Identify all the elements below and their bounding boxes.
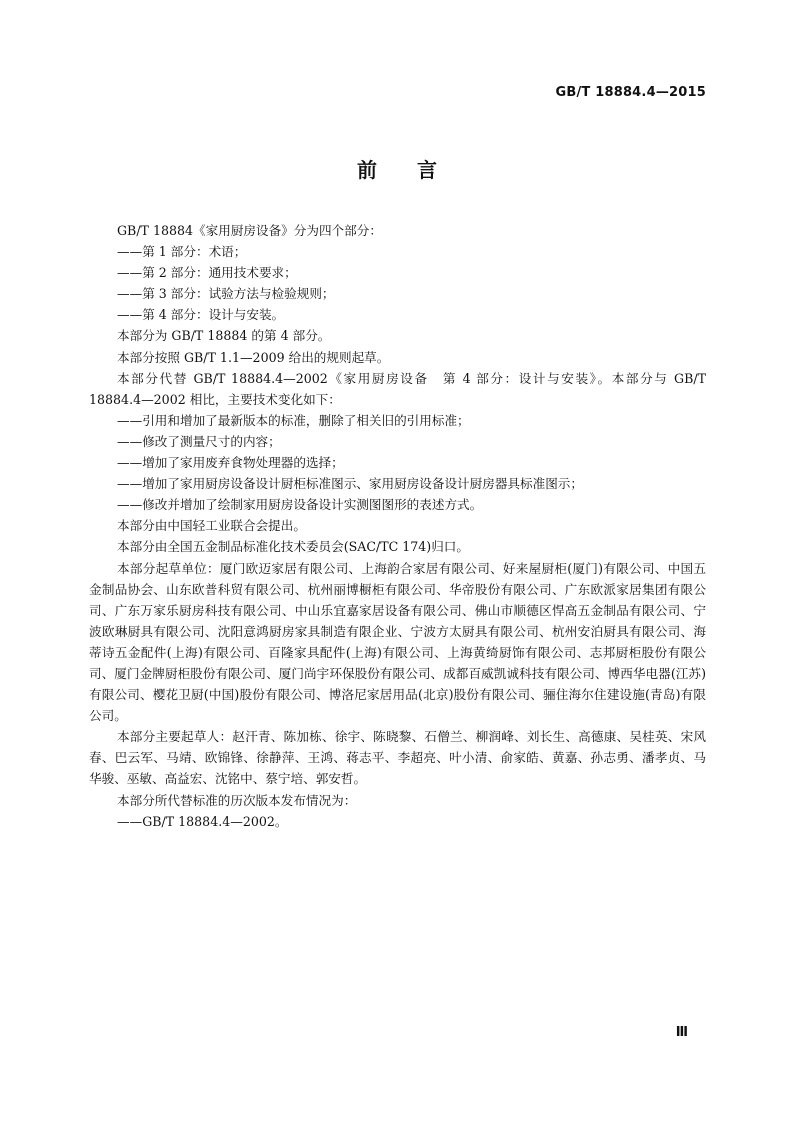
paragraph-drafters: 本部分主要起草人：赵汗青、陈加栋、徐宇、陈晓黎、石僧兰、柳润峰、刘长生、高德康、吴桂英、宋风春、巴云军、马靖、欧锦锋、徐静萍、王鸿、蒋志平、李超亮、叶小清、俞家皓、黄嘉、孙志勇、潘孝贞、马华骏、巫敏、高益宏、沈铭中、蔡宁培、郭安哲。	[89, 729, 706, 787]
paragraph-proposed-by: 本部分由中国轻工业联合会提出。	[117, 518, 306, 534]
list-item: ——修改了测量尺寸的内容；	[117, 433, 281, 449]
list-item: ——第 1 部分：术语；	[117, 244, 247, 260]
list-item: ——增加了家用废弃食物处理器的选择；	[117, 455, 344, 471]
list-item: ——GB/T 18884.4—2002。	[117, 813, 288, 829]
paragraph-history: 本部分所代替标准的历次版本发布情况为：	[117, 792, 357, 808]
list-item: ——第 4 部分：设计与安装。	[117, 307, 285, 323]
paragraph-part-statement: 本部分为 GB/T 18884 的第 4 部分。	[117, 328, 331, 344]
standard-number: GB/T 18884.4—2015	[555, 85, 706, 100]
paragraph-drafting-rules: 本部分按照 GB/T 1.1—2009 给出的规则起草。	[117, 349, 390, 365]
list-item: ——引用和增加了最新版本的标准，删除了相关旧的引用标准；	[117, 412, 470, 428]
foreword-body	[89, 220, 706, 832]
page-number: Ⅲ	[675, 1025, 688, 1040]
paragraph-administered-by: 本部分由全国五金制品标准化技术委员会(SAC/TC 174)归口。	[117, 539, 469, 555]
page-title: 前言	[357, 158, 477, 182]
list-item: ——增加了家用厨房设备设计厨柜标准图示、家用厨房设备设计厨房器具标准图示；	[117, 476, 583, 492]
paragraph-drafting-units: 本部分起草单位：厦门欧迈家居有限公司、上海韵合家居有限公司、好来屋厨柜(厦门)有限公司、中国五金制品协会、山东欧普科贸有限公司、杭州丽博橱柜有限公司、华帝股份有限公司、广东欧派家居集团有限公司、广东万家乐厨房科技有限公司、中山乐宜嘉家居设备有限公司、佛山市顺德区悍高五金制品有限公司、宁波欧琳厨具有限公司、沈阳意鸿厨房家具制造有限企业、宁波方太厨具有限公司、杭州安泊厨具有限公司、海蒂诗五金配件(上海)有限公司、百隆家具配件(上海)有限公司、上海黄绮厨饰有限公司、志邦厨柜股份有限公司、厦门金牌厨柜股份有限公司、厦门尚宇环保股份有限公司、成都百威凯诚科技有限公司、博西华电器(江苏)有限公司、樱花卫厨(中国)股份有限公司、博洛尼家居用品(北京)股份有限公司、骊住海尔住建设施(青岛)有限公司。	[89, 560, 706, 724]
paragraph-replacement: 本部分代替 GB/T 18884.4—2002《家用厨房设备 第 4 部分：设计与安装》。本部分与 GB/T 18884.4—2002 相比，主要技术变化如下：	[89, 370, 706, 407]
list-item: ——第 3 部分：试验方法与检验规则；	[117, 286, 335, 302]
list-item: ——修改并增加了绘制家用厨房设备设计实测图图形的表述方式。	[117, 497, 483, 513]
paragraph-parts-intro: GB/T 18884《家用厨房设备》分为四个部分：	[117, 223, 382, 238]
list-item: ——第 2 部分：通用技术要求；	[117, 265, 297, 281]
